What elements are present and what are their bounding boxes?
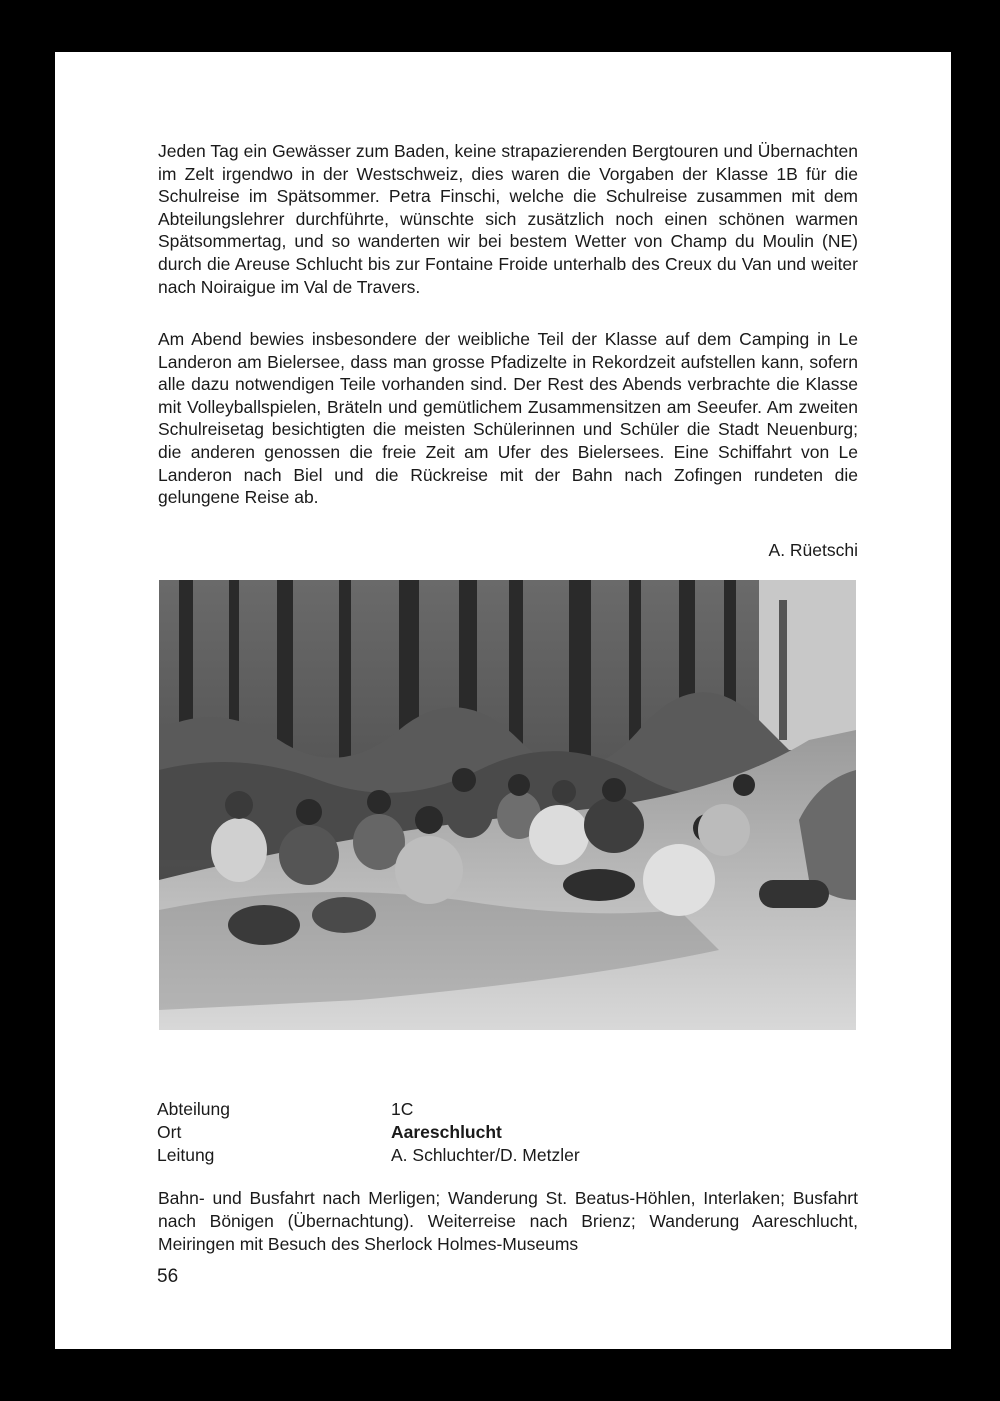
info-value: A. Schluchter/D. Metzler bbox=[391, 1145, 580, 1165]
document-page bbox=[55, 52, 951, 1349]
paragraph-evening: Am Abend bewies insbesondere der weibliche Teil der Klasse auf dem Camping in Le Landeron am Bielersee, dass man grosse Pfadizelte in Rekordzeit aufstellen kann, sofern alle dazu notwendigen Teile vorhanden sind. Der Rest des Abends verbrachte die Klasse mit Volleyballspielen, Bräteln und gemütlichem Zusammensitzen am Seeufer. Am zweiten Schulreisetag besichtigten die meisten Schülerinnen und Schüler die Stadt Neuenburg; die anderen genossen die freie Zeit am Ufer des Bielersees. Eine Schiffahrt von Le Landeron nach Biel und die Rückreise mit der Bahn nach Zofingen rundeten die gelungene Reise ab. bbox=[158, 329, 858, 508]
class-photo-forest-road bbox=[159, 580, 856, 1030]
info-value-location: Aareschlucht bbox=[391, 1122, 502, 1142]
info-row-ort bbox=[157, 1121, 580, 1144]
info-value: 1C bbox=[391, 1099, 414, 1119]
trip-info-table bbox=[157, 1098, 580, 1167]
info-label: Abteilung bbox=[157, 1099, 230, 1119]
info-label: Leitung bbox=[157, 1145, 215, 1165]
info-row-abteilung bbox=[157, 1098, 580, 1121]
page-number: 56 bbox=[157, 1266, 179, 1287]
info-row-leitung bbox=[157, 1144, 580, 1167]
trip-description: Bahn- und Busfahrt nach Merligen; Wanderung St. Beatus-Höhlen, Interlaken; Busfahrt nach Bönigen (Übernachtung). Weiterreise nach Brienz; Wanderung Aareschlucht, Meiringen mit Besuch des Sherlock Holmes-Museums bbox=[158, 1188, 858, 1254]
author-signature: A. Rüetschi bbox=[768, 540, 858, 560]
info-label: Ort bbox=[157, 1122, 182, 1142]
paragraph-intro: Jeden Tag ein Gewässer zum Baden, keine strapazierenden Bergtouren und Übernachten im Zelt irgendwo in der Westschweiz, dies waren die Vorgaben der Klasse 1B für die Schulreise im Spätsommer. Petra Finschi, welche die Schulreise zusammen mit dem Abteilungslehrer durchführte, wünschte sich zusätzlich noch einen schönen warmen Spätsommertag, und so wanderten wir bei bestem Wetter von Champ du Moulin (NE) durch die Areuse Schlucht bis zur Fontaine Froide unterhalb des Creux du Van und weiter nach Noiraigue im Val de Travers. bbox=[158, 141, 858, 297]
